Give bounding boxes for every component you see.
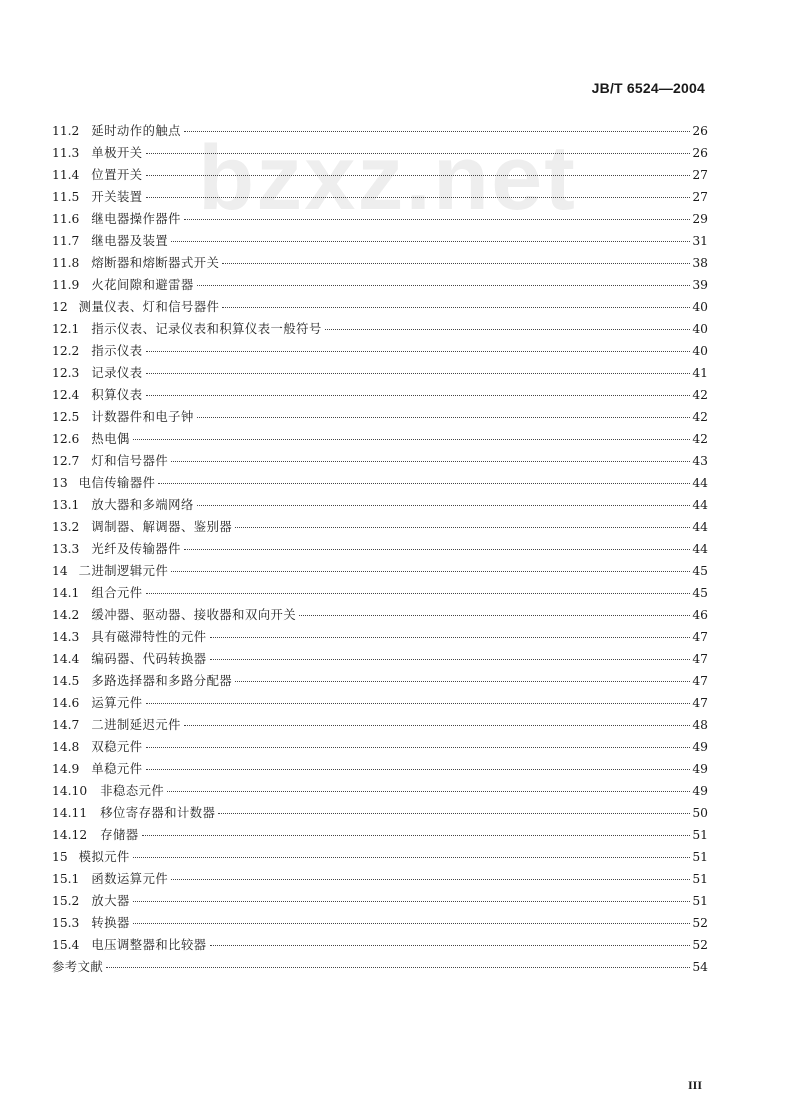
toc-entry-title: 单稳元件	[91, 762, 143, 776]
standard-code-header: JB/T 6524—2004	[591, 80, 705, 96]
toc-dot-leader	[184, 549, 690, 550]
toc-entry[interactable]	[52, 494, 708, 516]
toc-entry-page: 41	[692, 366, 708, 380]
toc-dot-leader	[133, 901, 691, 902]
toc-entry-page: 47	[692, 674, 708, 688]
toc-entry-page: 40	[692, 344, 708, 358]
toc-entry-title: 运算元件	[91, 696, 143, 710]
toc-entry-page: 50	[692, 806, 708, 820]
toc-entry-title: 继电器及装置	[91, 234, 169, 248]
toc-entry-number: 12.1	[52, 322, 80, 336]
toc-dot-leader	[146, 703, 691, 704]
toc-entry[interactable]	[52, 230, 708, 252]
toc-entry-page: 43	[692, 454, 708, 468]
toc-entry[interactable]	[52, 802, 708, 824]
toc-entry-page: 49	[692, 740, 708, 754]
toc-entry-number: 14.11	[52, 806, 88, 820]
toc-entry-number: 14.6	[52, 696, 80, 710]
toc-entry-number: 12.4	[52, 388, 80, 402]
toc-dot-leader	[146, 593, 691, 594]
toc-entry-title: 位置开关	[91, 168, 143, 182]
toc-entry[interactable]	[52, 604, 708, 626]
toc-entry-number: 15.4	[52, 938, 80, 952]
toc-dot-leader	[142, 835, 691, 836]
toc-entry[interactable]	[52, 626, 708, 648]
toc-entry-page: 52	[692, 938, 708, 952]
toc-dot-leader	[222, 263, 690, 264]
toc-dot-leader	[218, 813, 690, 814]
toc-entry-title: 单极开关	[91, 146, 143, 160]
toc-entry-title: 多路选择器和多路分配器	[91, 674, 233, 688]
toc-entry[interactable]	[52, 274, 708, 296]
toc-entry[interactable]	[52, 780, 708, 802]
toc-entry[interactable]	[52, 912, 708, 934]
toc-dot-leader	[235, 527, 690, 528]
toc-dot-leader	[325, 329, 691, 330]
toc-dot-leader	[146, 373, 691, 374]
toc-dot-leader	[299, 615, 690, 616]
toc-entry-title: 测量仪表、灯和信号器件	[78, 300, 220, 314]
toc-entry-number: 11.3	[52, 146, 80, 160]
toc-entry-page: 44	[692, 476, 708, 490]
toc-entry-page: 47	[692, 652, 708, 666]
toc-entry-title: 调制器、解调器、鉴别器	[91, 520, 233, 534]
toc-entry-number: 14.5	[52, 674, 80, 688]
toc-entry-number: 14.8	[52, 740, 80, 754]
toc-dot-leader	[146, 747, 691, 748]
toc-dot-leader	[197, 285, 691, 286]
toc-entry-page: 51	[692, 872, 708, 886]
toc-entry-page: 47	[692, 696, 708, 710]
table-of-contents	[52, 120, 708, 978]
toc-entry-number: 12.2	[52, 344, 80, 358]
toc-entry-page: 42	[692, 388, 708, 402]
toc-entry[interactable]	[52, 758, 708, 780]
toc-entry-page: 52	[692, 916, 708, 930]
toc-entry-number: 12.6	[52, 432, 80, 446]
toc-dot-leader	[171, 461, 690, 462]
toc-dot-leader	[158, 483, 690, 484]
toc-entry[interactable]	[52, 428, 708, 450]
toc-entry[interactable]	[52, 340, 708, 362]
toc-entry-title: 放大器和多端网络	[91, 498, 194, 512]
toc-entry-number: 15.2	[52, 894, 80, 908]
toc-entry-number: 14.7	[52, 718, 80, 732]
toc-entry-number: 14.4	[52, 652, 80, 666]
toc-entry-title: 移位寄存器和计数器	[100, 806, 216, 820]
toc-entry-title: 模拟元件	[78, 850, 130, 864]
toc-dot-leader	[184, 131, 690, 132]
toc-dot-leader	[197, 417, 691, 418]
toc-dot-leader	[133, 857, 690, 858]
page-number: III	[687, 1078, 702, 1092]
toc-entry-number: 11.2	[52, 124, 80, 138]
toc-entry-page: 42	[692, 432, 708, 446]
toc-entry-page: 51	[692, 894, 708, 908]
toc-entry-number: 14	[52, 564, 68, 578]
toc-entry-title: 灯和信号器件	[91, 454, 169, 468]
toc-entry[interactable]	[52, 956, 708, 978]
toc-dot-leader	[146, 175, 691, 176]
toc-entry-title: 参考文献	[52, 960, 104, 974]
toc-entry-number: 14.10	[52, 784, 88, 798]
toc-entry-number: 11.4	[52, 168, 80, 182]
toc-entry[interactable]	[52, 186, 708, 208]
toc-dot-leader	[106, 967, 690, 968]
toc-dot-leader	[146, 197, 691, 198]
toc-dot-leader	[133, 923, 691, 924]
toc-entry-title: 计数器件和电子钟	[91, 410, 194, 424]
toc-dot-leader	[210, 659, 691, 660]
watermark: bzxz.net	[198, 127, 577, 229]
toc-entry-page: 31	[692, 234, 708, 248]
toc-entry[interactable]	[52, 252, 708, 274]
toc-entry-title: 记录仪表	[91, 366, 143, 380]
toc-entry-page: 40	[692, 322, 708, 336]
toc-dot-leader	[167, 791, 690, 792]
toc-entry-title: 编码器、代码转换器	[91, 652, 207, 666]
toc-entry-page: 47	[692, 630, 708, 644]
toc-entry[interactable]	[52, 120, 708, 142]
toc-entry-number: 11.7	[52, 234, 80, 248]
toc-entry-title: 热电偶	[91, 432, 130, 446]
toc-dot-leader	[146, 351, 691, 352]
toc-entry-title: 转换器	[91, 916, 130, 930]
toc-entry-page: 45	[692, 564, 708, 578]
toc-entry-title: 电信传输器件	[78, 476, 156, 490]
toc-dot-leader	[210, 637, 691, 638]
toc-dot-leader	[184, 725, 690, 726]
toc-entry-number: 11.8	[52, 256, 80, 270]
toc-entry[interactable]	[52, 208, 708, 230]
toc-entry-page: 44	[692, 542, 708, 556]
toc-dot-leader	[184, 219, 690, 220]
toc-entry-title: 双稳元件	[91, 740, 143, 754]
toc-dot-leader	[197, 505, 691, 506]
toc-entry[interactable]	[52, 384, 708, 406]
toc-entry-number: 12	[52, 300, 68, 314]
toc-entry-title: 指示仪表	[91, 344, 143, 358]
toc-entry-number: 11.6	[52, 212, 80, 226]
toc-entry-number: 12.3	[52, 366, 80, 380]
toc-dot-leader	[133, 439, 691, 440]
toc-entry-number: 15.3	[52, 916, 80, 930]
toc-entry[interactable]	[52, 582, 708, 604]
toc-dot-leader	[171, 879, 690, 880]
toc-dot-leader	[171, 571, 690, 572]
toc-entry-page: 51	[692, 828, 708, 842]
toc-entry[interactable]	[52, 406, 708, 428]
toc-entry-title: 二进制延迟元件	[91, 718, 181, 732]
toc-entry-number: 13	[52, 476, 68, 490]
toc-entry-title: 继电器操作器件	[91, 212, 181, 226]
toc-entry[interactable]	[52, 538, 708, 560]
toc-entry-page: 26	[692, 124, 708, 138]
toc-entry-page: 29	[692, 212, 708, 226]
toc-entry-title: 放大器	[91, 894, 130, 908]
toc-entry[interactable]	[52, 736, 708, 758]
toc-dot-leader	[222, 307, 690, 308]
toc-entry[interactable]	[52, 516, 708, 538]
toc-dot-leader	[210, 945, 691, 946]
toc-dot-leader	[146, 395, 691, 396]
toc-entry-number: 12.5	[52, 410, 80, 424]
toc-entry-number: 15.1	[52, 872, 80, 886]
toc-entry[interactable]	[52, 142, 708, 164]
toc-entry-title: 缓冲器、驱动器、接收器和双向开关	[91, 608, 297, 622]
toc-entry[interactable]	[52, 824, 708, 846]
toc-dot-leader	[146, 769, 691, 770]
toc-entry-number: 15	[52, 850, 68, 864]
toc-entry-number: 11.9	[52, 278, 80, 292]
toc-entry-number: 11.5	[52, 190, 80, 204]
toc-entry-title: 函数运算元件	[91, 872, 169, 886]
toc-dot-leader	[146, 153, 691, 154]
toc-entry[interactable]	[52, 318, 708, 340]
toc-entry-title: 火花间隙和避雷器	[91, 278, 194, 292]
toc-entry-page: 48	[692, 718, 708, 732]
toc-entry-page: 49	[692, 762, 708, 776]
toc-entry-page: 44	[692, 498, 708, 512]
toc-entry-page: 45	[692, 586, 708, 600]
toc-entry-page: 49	[692, 784, 708, 798]
toc-entry-page: 27	[692, 168, 708, 182]
toc-entry-title: 延时动作的触点	[91, 124, 181, 138]
toc-entry-number: 14.3	[52, 630, 80, 644]
toc-entry-number: 13.3	[52, 542, 80, 556]
toc-entry-number: 14.9	[52, 762, 80, 776]
toc-entry-title: 组合元件	[91, 586, 143, 600]
toc-entry[interactable]	[52, 934, 708, 956]
toc-entry-title: 指示仪表、记录仪表和积算仪表一般符号	[91, 322, 322, 336]
toc-entry[interactable]	[52, 362, 708, 384]
toc-entry[interactable]	[52, 692, 708, 714]
toc-entry-number: 13.1	[52, 498, 80, 512]
toc-entry-title: 非稳态元件	[100, 784, 165, 798]
toc-dot-leader	[235, 681, 690, 682]
toc-entry-title: 二进制逻辑元件	[78, 564, 169, 578]
toc-entry-title: 光纤及传输器件	[91, 542, 181, 556]
toc-entry[interactable]	[52, 472, 708, 494]
toc-entry-title: 开关装置	[91, 190, 143, 204]
toc-entry-number: 14.12	[52, 828, 88, 842]
toc-entry-title: 存储器	[100, 828, 139, 842]
toc-entry-page: 40	[692, 300, 708, 314]
toc-entry[interactable]	[52, 164, 708, 186]
toc-entry[interactable]	[52, 714, 708, 736]
toc-entry[interactable]	[52, 846, 708, 868]
toc-entry[interactable]	[52, 868, 708, 890]
toc-entry-page: 39	[692, 278, 708, 292]
toc-entry-page: 46	[692, 608, 708, 622]
toc-entry[interactable]	[52, 890, 708, 912]
toc-entry-title: 熔断器和熔断器式开关	[91, 256, 220, 270]
toc-entry-title: 积算仪表	[91, 388, 143, 402]
toc-entry[interactable]	[52, 450, 708, 472]
toc-entry-page: 44	[692, 520, 708, 534]
toc-entry-page: 51	[692, 850, 708, 864]
toc-entry-page: 42	[692, 410, 708, 424]
toc-entry-number: 12.7	[52, 454, 80, 468]
toc-entry-number: 14.1	[52, 586, 80, 600]
toc-entry-page: 27	[692, 190, 708, 204]
toc-entry-number: 14.2	[52, 608, 80, 622]
toc-entry-page: 54	[692, 960, 708, 974]
toc-entry-number: 13.2	[52, 520, 80, 534]
toc-entry[interactable]	[52, 560, 708, 582]
toc-entry-page: 26	[692, 146, 708, 160]
toc-entry[interactable]	[52, 648, 708, 670]
toc-entry-title: 电压调整器和比较器	[91, 938, 207, 952]
toc-dot-leader	[171, 241, 690, 242]
toc-entry[interactable]	[52, 296, 708, 318]
toc-entry-title: 具有磁滞特性的元件	[91, 630, 207, 644]
toc-entry-page: 38	[692, 256, 708, 270]
toc-entry[interactable]	[52, 670, 708, 692]
